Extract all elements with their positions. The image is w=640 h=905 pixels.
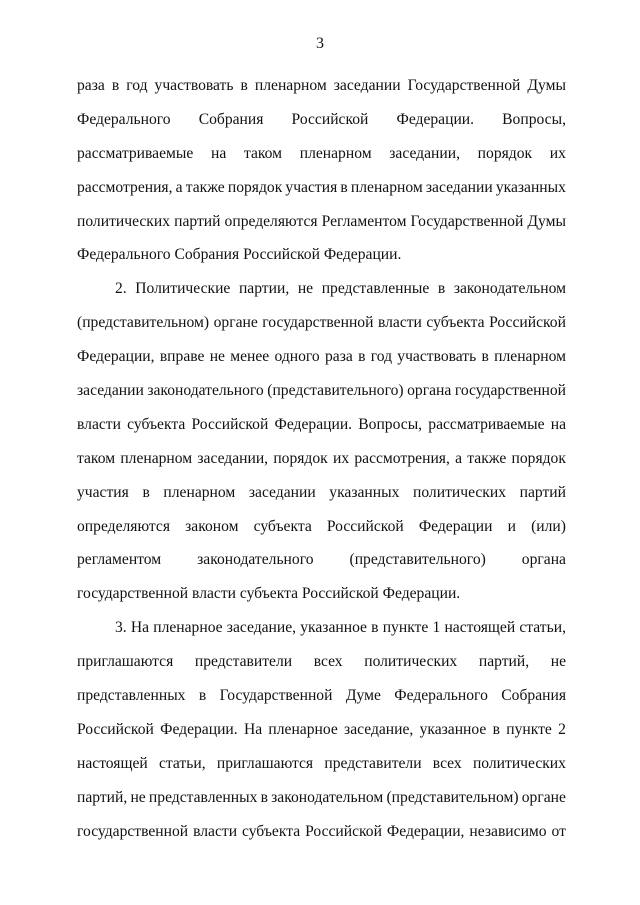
word: также [185,178,225,196]
text-line [77,413,566,447]
word: участия [77,483,129,501]
word: раза [77,77,105,94]
word: рассмотрения, [77,178,173,196]
word: определяются [77,517,171,535]
word: пленарное [268,720,338,738]
word: независимо [469,822,547,840]
word: Политические [135,280,231,298]
word: государственной [77,822,189,840]
word: представители [324,754,422,772]
word: органа [407,382,452,400]
word: в [142,483,150,501]
word: государственной [262,314,374,332]
word: Федерального [394,687,488,705]
word: Думы [527,212,566,230]
paragraph-continued [77,74,566,277]
word: Государственной [407,77,521,94]
word: порядок [273,449,328,467]
text-line [77,684,566,718]
word: в [260,788,268,806]
word: Собрания [501,687,566,705]
document-body [77,74,566,853]
word: пленарном [120,449,193,467]
word: в [198,687,207,705]
text-line [77,74,566,108]
word: указанных [495,178,566,196]
word: органа [521,551,566,569]
word: заседании [248,483,316,501]
word: пленарное [153,619,223,637]
word: партии, [238,280,290,298]
text-line [77,379,566,413]
word: а [175,178,183,196]
word: Российской [305,822,382,840]
word: 1 [432,619,441,637]
word: Российской [77,720,154,738]
text-line [77,481,566,515]
word: 2. [115,280,127,298]
word: пленарном [299,144,372,162]
word: партий, [478,653,530,671]
text-line [77,210,566,244]
word: их [549,144,566,162]
word: раза [325,348,353,366]
word: указанное [419,720,487,738]
word: статьи, [158,754,206,772]
word: а [455,449,463,467]
word: Думы [527,77,566,94]
word: партий [174,212,221,230]
word: власти [77,415,121,433]
word: приглашаются [77,653,174,671]
word: политических [364,653,458,671]
word: не [550,653,566,671]
word: законодательном [271,788,384,806]
word: партий [519,483,566,501]
word: указанное [300,619,367,637]
word: Регламентом [321,212,407,230]
word: заседание, [344,720,414,738]
word: Федерации. [396,110,475,128]
text-line [77,176,566,210]
word: (представительного) [349,551,486,569]
word: на [210,144,227,162]
word: таком [243,144,283,162]
word: Федерации, [77,348,155,366]
word: пленарном [254,77,327,94]
word: рассматриваемые [77,144,194,162]
word: власти [193,822,238,840]
word: настоящей [77,754,148,772]
text-line [77,142,566,176]
word: пункте [382,619,429,637]
word: представленные [321,280,430,298]
word: в [437,280,446,298]
word: субъекта [253,517,312,535]
word: порядок [227,178,283,196]
word: законодательном [453,280,566,298]
word: на [550,415,566,433]
word: Федерации. [274,415,353,433]
word: На [243,720,263,738]
text-line [77,616,566,650]
word: участия [285,178,338,196]
text-line [77,820,566,854]
word: их [332,449,350,467]
word: одного [274,348,320,366]
word: статьи, [519,619,566,637]
word: органе [521,788,566,806]
word: Федерации. [160,720,238,738]
word: партий, [77,788,128,806]
word: политических [472,754,566,772]
text-line [77,345,566,379]
text-line [77,515,566,549]
word: Российской [191,415,269,433]
word: государственной [454,382,566,400]
word: всех [432,754,462,772]
word: указанных [329,483,400,501]
word: заседании [425,178,493,196]
word: заседании [333,77,401,94]
word: Российской [291,110,369,128]
word: также [467,449,507,467]
word: определяются [224,212,318,230]
word: не [130,788,146,806]
paragraph-clause-2 [77,277,566,616]
text-line [77,752,566,786]
text-line [77,718,566,752]
word: субъекта [426,314,485,332]
word: в [111,77,120,94]
word: органе [213,314,258,332]
word: порядок [477,144,533,162]
word: всех [313,653,343,671]
word: менее [230,348,270,366]
word: Российской [489,314,566,332]
text-line [77,311,566,345]
word: пленарном [350,178,423,196]
word: в [340,178,348,196]
text-line [77,277,566,311]
word: На [130,619,150,637]
word: субъекта [242,822,301,840]
text-line: государственной власти субъекта Российской Федерации. [77,585,461,603]
text-line [77,447,566,481]
word: пленарном [163,483,236,501]
word: Федерации, [386,822,465,840]
word: в [492,720,500,738]
word: (представительного) [267,382,404,400]
word: заседании, [389,144,460,162]
word: Вопросы, [502,110,566,128]
word: Собрания [198,110,264,128]
word: законодательного [197,551,314,569]
word: (или) [531,517,566,535]
word: Государственной [410,212,524,230]
word: в [358,348,366,366]
word: заседании [77,382,144,400]
word: рассматриваемые [428,415,545,433]
word: Думе [345,687,381,705]
word: год [370,348,393,366]
word: политических [77,212,171,230]
word: субъекта [127,415,186,433]
word: регламентом [77,551,162,569]
word: участвовать [397,348,477,366]
text-line [77,108,566,142]
word: законодательного [147,382,264,400]
word: в [240,77,248,94]
word: Российской [326,517,404,535]
word: законом [185,517,239,535]
word: и [507,517,516,535]
word: представленных [148,788,258,806]
word: настоящей [444,619,516,637]
word: Федерального [77,110,171,128]
word: (представительном) [386,788,519,806]
word: год [126,77,148,94]
word: таком [77,449,116,467]
word: рассмотрения, [354,449,450,467]
word: не [297,280,314,298]
text-line [77,548,566,582]
word: заседании, [197,449,269,467]
word: заседание, [226,619,297,637]
word: порядок [511,449,566,467]
word: в [371,619,379,637]
word: (представительном) [77,314,210,332]
word: участвовать [154,77,234,94]
word: политических [413,483,507,501]
text-line [77,650,566,684]
word: власти [377,314,422,332]
paragraph-clause-3 [77,616,566,853]
text-line [77,786,566,820]
word: приглашаются [216,754,314,772]
word: 2 [558,720,566,738]
word: представители [194,653,293,671]
page-number: 3 [316,35,324,52]
word: вправе [159,348,205,366]
word: Вопросы, [358,415,423,433]
word: пленарном [494,348,566,366]
word: представленных [77,687,186,705]
word: в [481,348,489,366]
word: Государственной [219,687,333,705]
word: не [209,348,225,366]
word: пункте [506,720,552,738]
word: Федерации [418,517,493,535]
word: от [551,822,566,840]
text-line: Федерального Собрания Российской Федерации. [77,246,402,264]
word: 3. [115,619,127,637]
